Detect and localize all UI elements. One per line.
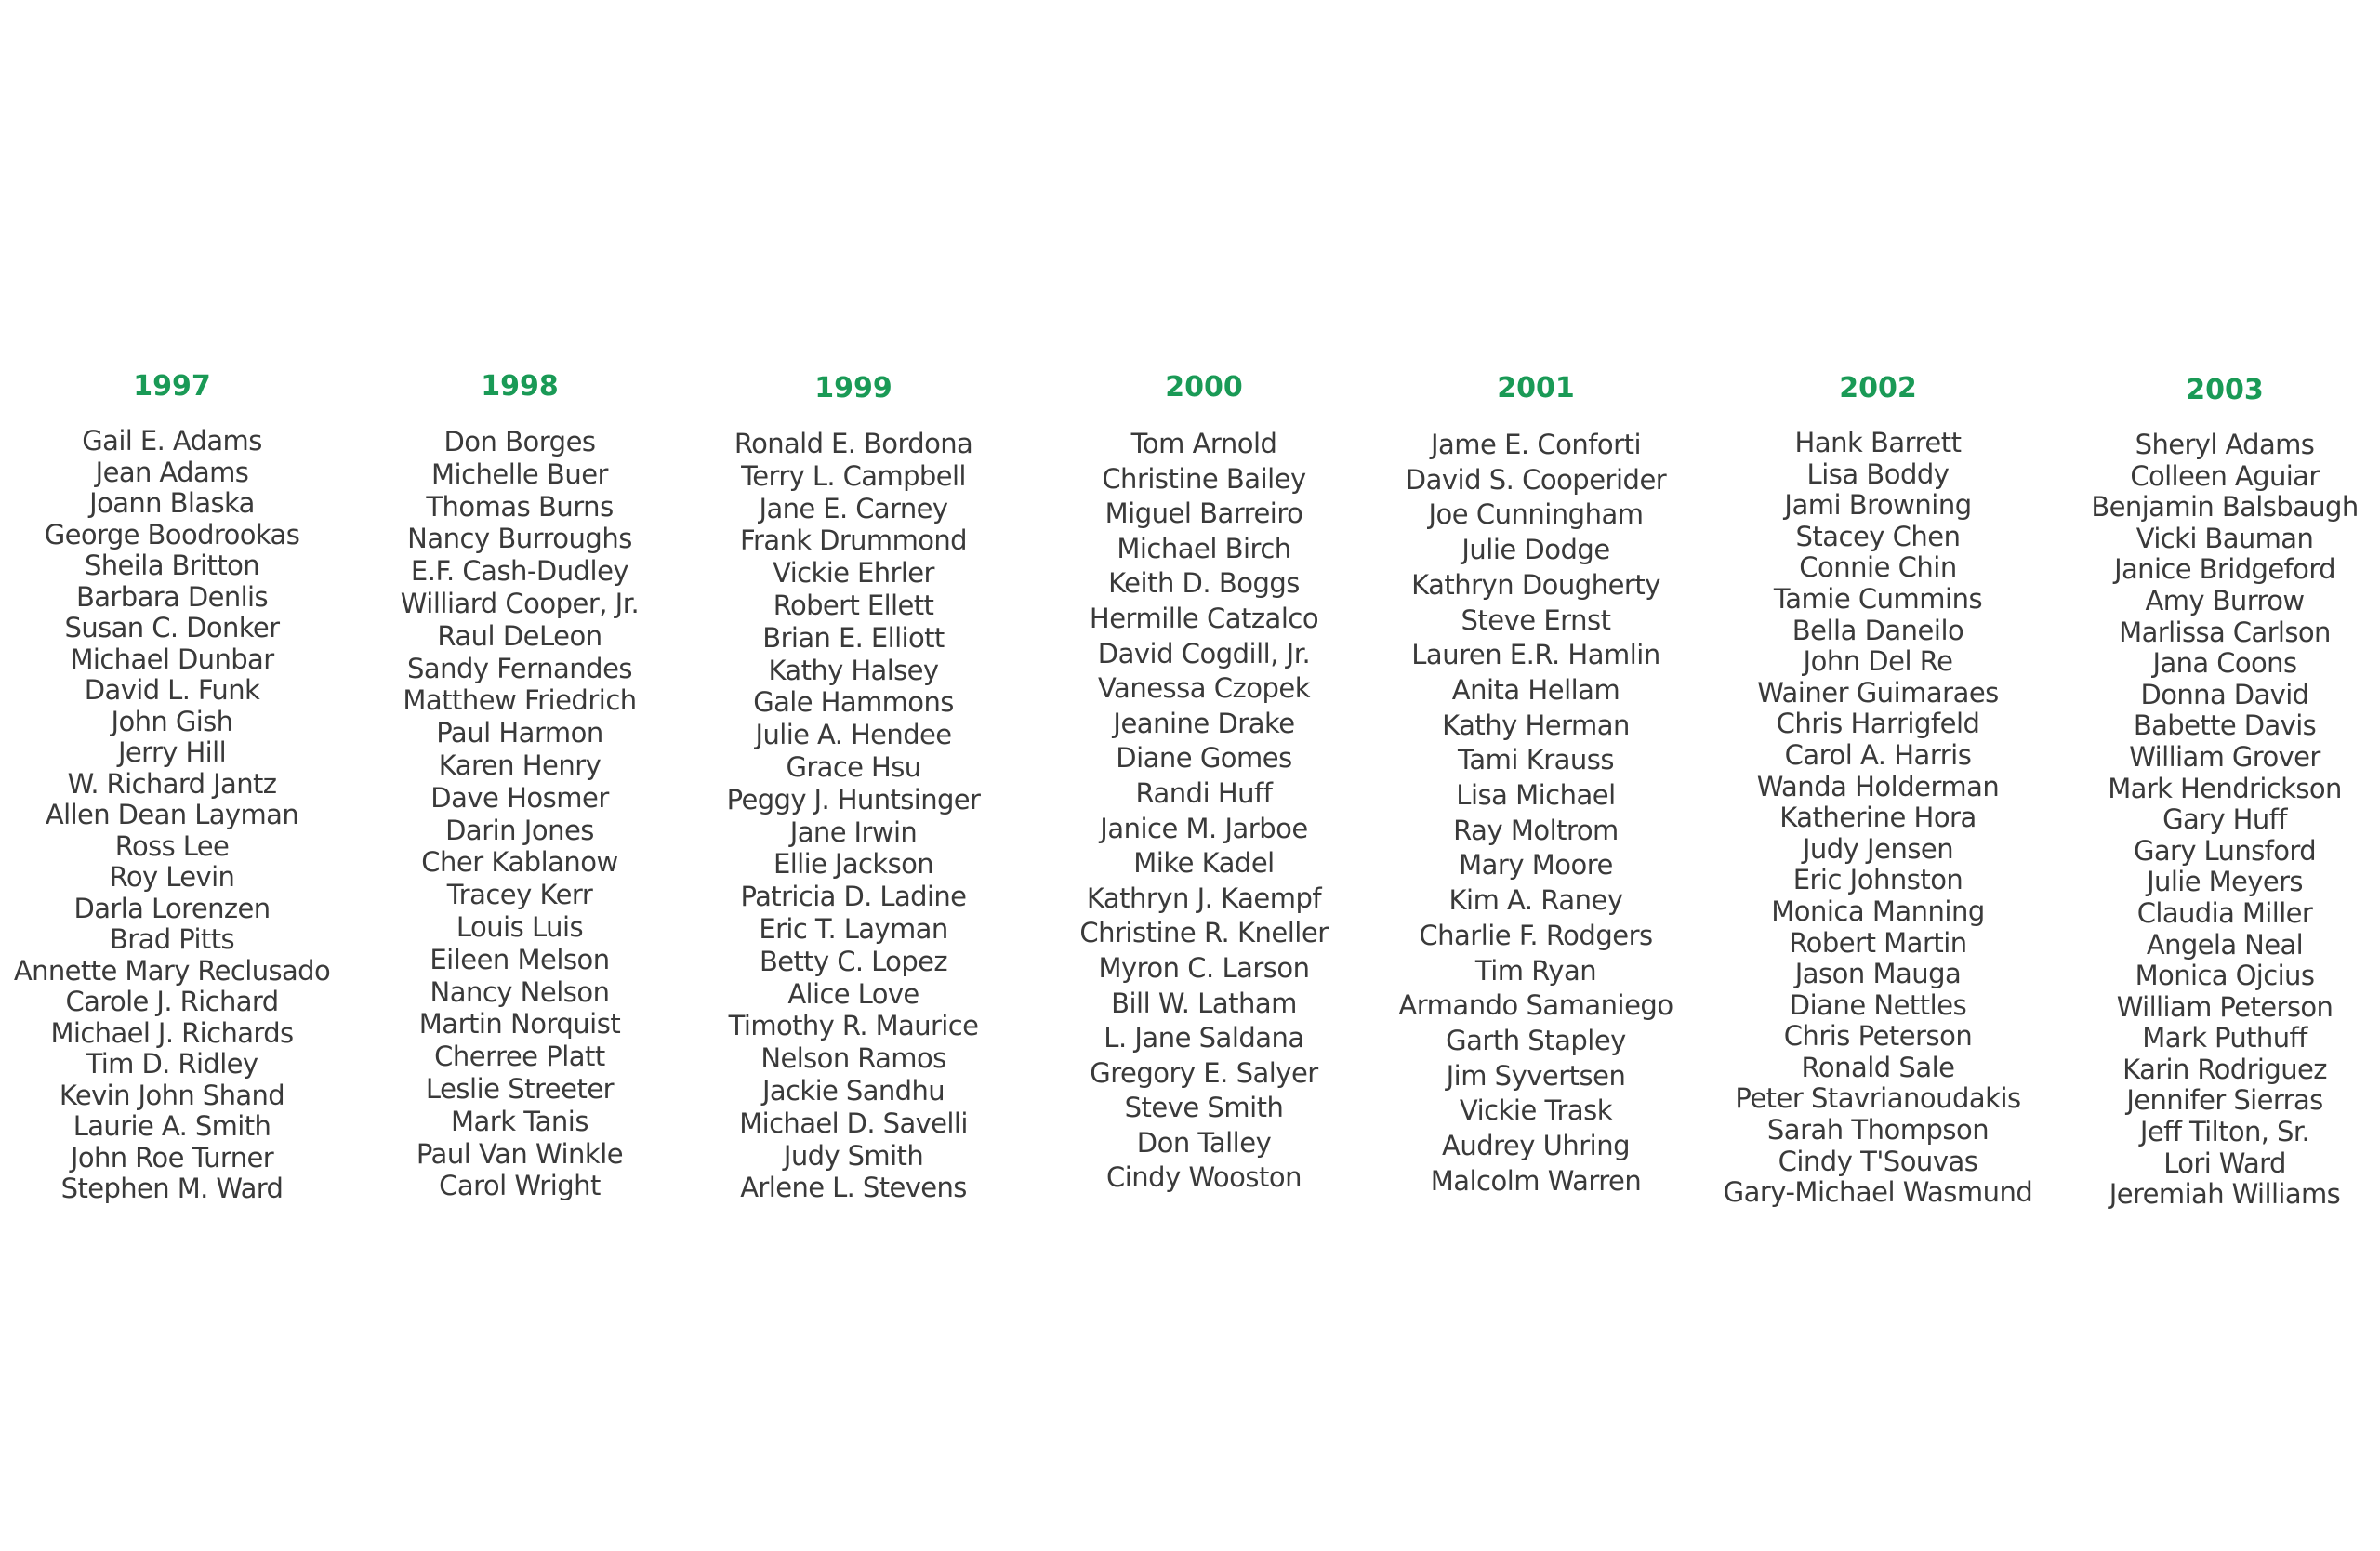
honoree-name: Kim A. Raney — [1448, 884, 1623, 917]
honoree-name: Arlene L. Stevens — [740, 1172, 967, 1204]
honoree-name: Vicki Bauman — [2135, 522, 2314, 554]
honoree-name: Monica Ojcius — [2135, 960, 2315, 992]
honoree-name: Judy Jensen — [1802, 832, 1954, 865]
honoree-name: Jami Browning — [1784, 489, 1972, 522]
honoree-name: Betty C. Lopez — [759, 945, 947, 977]
honoree-name: Michael Dunbar — [70, 643, 274, 675]
honoree-name: Paul Harmon — [436, 717, 603, 749]
year-column-2002 — [1701, 370, 2055, 1209]
honoree-name: Jennifer Sierras — [2126, 1084, 2323, 1117]
honoree-name: Ronald E. Bordona — [734, 428, 973, 459]
honoree-name: Nelson Ramos — [760, 1042, 946, 1075]
honoree-name: Eric Johnston — [1792, 864, 1964, 896]
honoree-name: Martin Norquist — [418, 1008, 621, 1041]
honoree-name: Ellie Jackson — [773, 848, 934, 881]
year-column-1998 — [343, 368, 696, 1202]
honoree-name: Eric T. Layman — [759, 912, 948, 945]
honoree-name: Anita Hellam — [1451, 673, 1620, 706]
honoree-name: Armando Samaniego — [1398, 989, 1673, 1022]
honoree-name: Cindy Wooston — [1105, 1161, 1302, 1194]
honoree-name: Christine Bailey — [1102, 462, 1306, 495]
honoree-name: Patricia D. Ladine — [740, 881, 967, 913]
honoree-name: Leslie Streeter — [425, 1072, 615, 1105]
honoree-name: William Peterson — [2116, 990, 2334, 1023]
honoree-name: Jeremiah Williams — [2109, 1178, 2341, 1211]
honoree-name: Connie Chin — [1799, 551, 1957, 584]
honoree-name: Keith D. Boggs — [1108, 567, 1300, 600]
honoree-name: Louis Luis — [456, 910, 584, 943]
honoree-name: Janice Bridgeford — [2114, 553, 2335, 586]
honoree-name: Jean Adams — [95, 456, 249, 488]
honoree-name: Kathryn Dougherty — [1411, 568, 1660, 601]
honoree-name: Paul Van Winkle — [416, 1137, 624, 1170]
honoree-name: Kathy Halsey — [768, 654, 939, 686]
honoree-name: W. Richard Jantz — [67, 767, 277, 800]
honoree-name: Michael Birch — [1117, 532, 1291, 564]
honoree-name: Mary Moore — [1459, 849, 1613, 882]
honoree-name: Claudia Miller — [2136, 896, 2313, 929]
honoree-name: Raul DeLeon — [437, 619, 602, 652]
honoree-name: Stacey Chen — [1795, 520, 1961, 552]
honoree-name: Karin Rodriguez — [2122, 1053, 2327, 1085]
honoree-name: Babette Davis — [2133, 709, 2317, 742]
honoree-name: Jame E. Conforti — [1430, 429, 1642, 460]
honoree-name: Timothy R. Maurice — [728, 1010, 979, 1042]
honoree-name: William Grover — [2129, 740, 2320, 773]
honoree-name: David Cogdill, Jr. — [1097, 637, 1311, 669]
honoree-name: Grace Hsu — [786, 750, 921, 783]
honoree-name: Tim D. Ridley — [86, 1048, 258, 1080]
honoree-name: Allen Dean Layman — [45, 799, 299, 830]
honoree-name: Gary Lunsford — [2133, 834, 2317, 867]
year-column-2003 — [2048, 372, 2380, 1211]
honoree-name: Angela Neal — [2146, 928, 2304, 961]
honoree-name: Jerry Hill — [117, 736, 227, 768]
honoree-name: Michael J. Richards — [50, 1016, 294, 1049]
honoree-name: Cherree Platt — [434, 1041, 605, 1073]
honoree-name: Frank Drummond — [740, 524, 967, 557]
honoree-name: Garth Stapley — [1446, 1024, 1626, 1056]
honoree-name: Michelle Buer — [431, 457, 608, 490]
year-column-1999 — [677, 370, 1030, 1204]
honoree-name: Marlissa Carlson — [2119, 616, 2331, 648]
honoree-name: Janice M. Jarboe — [1100, 812, 1308, 844]
honoree-name: Carol Wright — [439, 1170, 601, 1202]
honoree-name: Carole J. Richard — [65, 986, 279, 1017]
honoree-name: Tom Arnold — [1130, 428, 1277, 459]
honoree-name: Lori Ward — [2163, 1147, 2286, 1179]
honoree-name: Lisa Michael — [1456, 779, 1616, 812]
honoree-name: Ronald Sale — [1801, 1051, 1955, 1083]
honoree-name: Annette Mary Reclusado — [13, 954, 331, 987]
honoree-name: Sandy Fernandes — [406, 652, 633, 684]
honoree-name: Jason Mauga — [1794, 958, 1962, 990]
honoree-name: Susan C. Donker — [64, 612, 280, 643]
honoree-name: Peggy J. Huntsinger — [726, 783, 981, 815]
honoree-name: Robert Ellett — [773, 589, 934, 621]
honoree-name: Jane Irwin — [789, 815, 918, 848]
honoree-name: Nancy Burroughs — [407, 523, 632, 555]
honoree-name: Wanda Holderman — [1756, 770, 2000, 802]
honoree-name: Nancy Nelson — [430, 975, 610, 1008]
honoree-name: Gale Hammons — [753, 686, 954, 719]
honoree-name: Diane Gomes — [1116, 742, 1292, 775]
honoree-name: Laurie A. Smith — [73, 1110, 271, 1142]
honoree-name: Mark Tanis — [451, 1105, 588, 1137]
honoree-name: David L. Funk — [84, 674, 260, 706]
honoree-name: Williard Cooper, Jr. — [400, 587, 640, 619]
honoree-name: Tami Krauss — [1457, 744, 1615, 776]
honoree-name: Alice Love — [787, 977, 919, 1010]
honoree-name: Charlie F. Rodgers — [1419, 919, 1653, 951]
honoree-name: Eileen Melson — [430, 943, 610, 975]
honoree-name: Julie Dodge — [1461, 534, 1610, 566]
year-column-2001 — [1359, 370, 1712, 1199]
honoree-name: Vickie Trask — [1459, 1094, 1613, 1127]
year-column-2000 — [1027, 369, 1381, 1196]
honoree-name: Cindy T'Souvas — [1778, 1145, 1978, 1177]
honoree-name: Karen Henry — [438, 749, 602, 781]
year-column-1997 — [0, 368, 349, 1205]
name-list — [0, 426, 349, 1205]
honoree-name: Colleen Aguiar — [2130, 459, 2320, 492]
honoree-name: Katherine Hora — [1779, 802, 1977, 834]
honoree-name: Mark Puthuff — [2142, 1022, 2307, 1054]
honoree-name: Peter Stavrianoudakis — [1735, 1082, 2021, 1115]
name-list — [2048, 430, 2380, 1211]
honoree-name: Darin Jones — [445, 814, 594, 846]
honoree-name: Barbara Denlis — [75, 580, 269, 613]
honoree-name: Terry L. Campbell — [741, 459, 966, 492]
honoree-name: Judy Smith — [783, 1139, 924, 1172]
honoree-name: Joe Cunningham — [1428, 498, 1644, 531]
honoree-name: John Del Re — [1803, 645, 1953, 678]
honoree-name: Randi Huff — [1135, 776, 1273, 809]
honoree-name: Jackie Sandhu — [761, 1074, 945, 1107]
honoree-name: Jim Syvertsen — [1446, 1059, 1626, 1092]
honoree-name: Julie A. Hendee — [755, 719, 952, 751]
honoree-name: Bella Daneilo — [1792, 614, 1964, 646]
honoree-name: Carol A. Harris — [1784, 738, 1972, 771]
honoree-name: Gail E. Adams — [82, 425, 262, 457]
honoree-name: Ross Lee — [114, 829, 230, 862]
honoree-name: Tracey Kerr — [446, 879, 593, 911]
year-heading: 1999 — [814, 372, 892, 404]
honoree-name: Chris Harrigfeld — [1776, 708, 1980, 740]
honoree-name: Matthew Friedrich — [403, 684, 637, 717]
honoree-name: Roy Levin — [109, 861, 235, 893]
year-heading: 2001 — [1497, 372, 1575, 404]
honoree-name: Lauren E.R. Hamlin — [1411, 639, 1660, 671]
year-heading: 1998 — [481, 370, 559, 403]
honoree-name: Gary-Michael Wasmund — [1723, 1176, 2033, 1209]
honoree-name: Tamie Cummins — [1773, 582, 1983, 615]
honoree-name: Stephen M. Ward — [60, 1173, 284, 1204]
honoree-name: Kathryn J. Kaempf — [1086, 882, 1322, 914]
name-list — [677, 428, 1030, 1204]
honoree-name: Chris Peterson — [1783, 1020, 1973, 1053]
honoree-name: Joann Blaska — [89, 487, 255, 519]
honoree-name: Donna David — [2140, 678, 2309, 710]
honoree-name: Benjamin Balsbaugh — [2091, 491, 2359, 524]
honoree-name: Mark Hendrickson — [2108, 772, 2342, 804]
honoree-name: L. Jane Saldana — [1104, 1022, 1304, 1054]
honoree-name: Jana Coons — [2152, 647, 2297, 680]
honoree-name: Don Talley — [1136, 1126, 1272, 1159]
honoree-name: Brad Pitts — [110, 923, 234, 955]
honoree-name: Bill W. Latham — [1111, 987, 1297, 1019]
honoree-name: John Roe Turner — [70, 1141, 274, 1173]
name-list — [1359, 428, 1712, 1199]
honoree-name: Kevin John Shand — [59, 1079, 285, 1111]
honoree-name: Michael D. Savelli — [739, 1107, 968, 1139]
honoree-name: Robert Martin — [1789, 926, 1967, 959]
honoree-name: John Gish — [111, 705, 233, 737]
honoree-name: Gregory E. Salyer — [1090, 1056, 1318, 1089]
honoree-name: Julie Meyers — [2147, 866, 2303, 898]
honoree-name: Jeff Tilton, Sr. — [2139, 1116, 2310, 1148]
honoree-name: Don Borges — [443, 426, 596, 457]
honoree-name: Mike Kadel — [1133, 847, 1275, 880]
year-heading: 1997 — [133, 370, 211, 403]
honoree-name: Steve Smith — [1124, 1092, 1284, 1124]
honoree-name: Brian E. Elliott — [762, 621, 945, 654]
honoree-name: Dave Hosmer — [430, 781, 609, 814]
honoree-name: Miguel Barreiro — [1104, 497, 1303, 530]
honoree-name: Thomas Burns — [426, 490, 614, 523]
honoree-name: Hank Barrett — [1794, 427, 1962, 458]
honoree-name: Sheryl Adams — [2135, 429, 2315, 460]
honoree-name: Audrey Uhring — [1441, 1130, 1630, 1162]
honoree-name: Ray Moltrom — [1453, 814, 1619, 846]
honoree-name: Steve Ernst — [1461, 603, 1611, 636]
honoree-name: Tim Ryan — [1474, 954, 1597, 987]
honoree-name: Vickie Ehrler — [773, 557, 934, 590]
honoree-name: Christine R. Kneller — [1079, 917, 1329, 949]
honoree-name: Diane Nettles — [1789, 988, 1967, 1021]
honoree-name: E.F. Cash-Dudley — [410, 555, 629, 588]
honoree-name: Lisa Boddy — [1806, 457, 1950, 490]
honoree-name: Sarah Thompson — [1766, 1114, 1990, 1147]
honoree-name: Wainer Guimaraes — [1757, 676, 1999, 709]
honoree-name: Jane E. Carney — [759, 492, 948, 524]
honoree-name: Cher Kablanow — [421, 846, 618, 879]
year-heading: 2003 — [2186, 374, 2264, 406]
honoree-name: George Boodrookas — [44, 518, 300, 550]
name-list — [1027, 427, 1381, 1196]
honoree-name: Jeanine Drake — [1113, 707, 1295, 739]
honoree-name: Sheila Britton — [84, 550, 260, 581]
honoree-name: Vanessa Czopek — [1097, 672, 1311, 705]
name-list — [343, 426, 696, 1202]
honoree-name: Gary Huff — [2162, 803, 2287, 836]
honoree-name: Hermille Catzalco — [1089, 602, 1319, 634]
year-heading: 2002 — [1839, 372, 1917, 404]
honoree-name: Monica Manning — [1771, 895, 1985, 927]
honoree-name: David S. Cooperider — [1405, 463, 1667, 496]
honoree-name: Malcolm Warren — [1430, 1164, 1642, 1197]
honoree-name: Amy Burrow — [2145, 584, 2305, 616]
year-heading: 2000 — [1165, 371, 1243, 404]
honoree-name: Darla Lorenzen — [73, 892, 271, 924]
honoree-name: Kathy Herman — [1442, 709, 1630, 741]
honoree-name: Myron C. Larson — [1098, 951, 1310, 984]
name-list — [1701, 428, 2055, 1209]
